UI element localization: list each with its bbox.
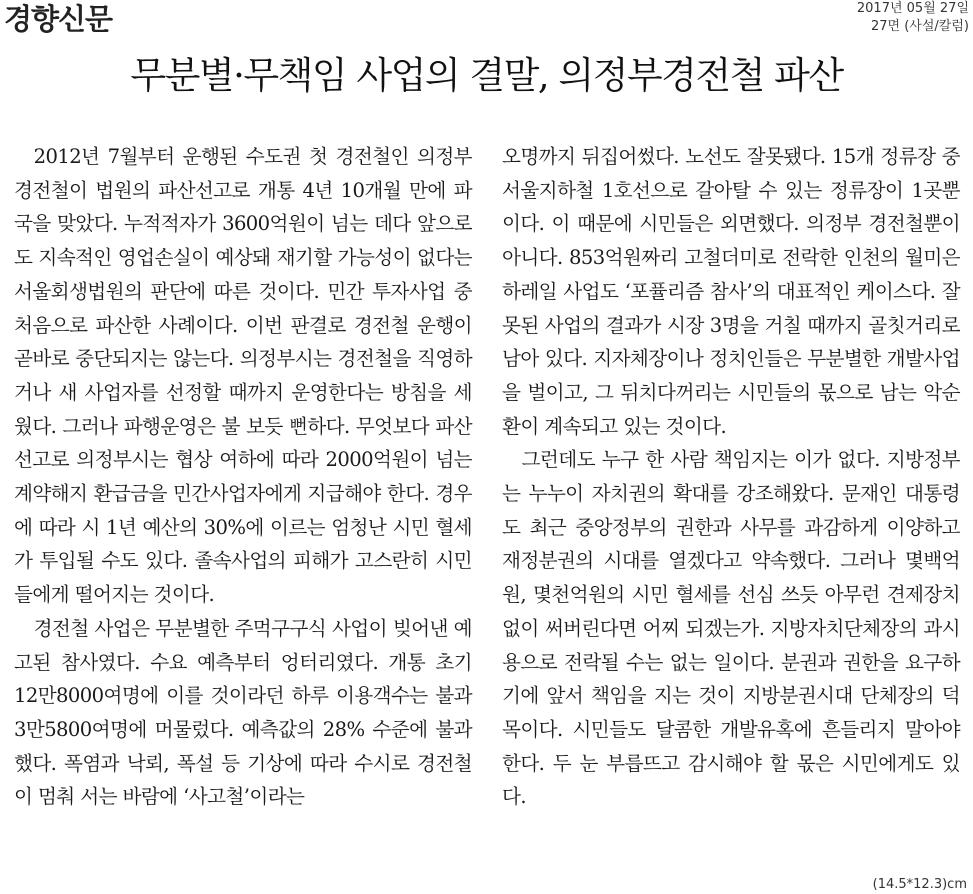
paragraph: 오명까지 뒤집어썼다. 노선도 잘못됐다. 15개 정류장 중 서울지하철 1호선으로 갈아탈 수 있는 정류장이 1곳뿐이다. 이 때문에 시민들은 외면했다. 의정부 경전철뿐이 아니다. 853억원짜리 고철더미로 전락한 인천의 월미은하레일 사업도 ‘포퓰리즘 참사’의 대표적인 케이스다. 잘못된 사업의 결과가 시장 3명을 거칠 때까지 골칫거리로 남아 있다. 지자체장이나 정치인들은 무분별한 개발사업을 벌이고, 그 뒤치다꺼리는 시민들의 몫으로 남는 악순환이 계속되고 있는 것이다. [502, 145, 960, 438]
body-column-left [14, 140, 472, 814]
publication-date: 2017년 05월 27일 [856, 1, 969, 16]
body-column-right [502, 140, 960, 814]
page-section: 27면 (사설/칼럼) [871, 19, 969, 34]
article-body [14, 140, 960, 814]
newspaper-masthead: 경향신문 [4, 2, 113, 36]
clipping-size: (14.5*12.3)cm [872, 877, 967, 892]
article-headline: 무분별·무책임 사업의 결말, 의정부경전철 파산 [130, 54, 843, 97]
paragraph: 경전철 사업은 무분별한 주먹구구식 사업이 빚어낸 예고된 참사였다. 수요 예측부터 엉터리였다. 개통 초기 12만8000여명에 이를 것이라던 하루 이용객수는 불과 3만5800여명에 머물렀다. 예측값의 28% 수준에 불과했다. 폭염과 낙뢰, 폭설 등 기상에 따라 수시로 경전철이 멈춰 서는 바람에 ‘사고철’이라는 [14, 616, 472, 809]
paragraph: 그런데도 누구 한 사람 책임지는 이가 없다. 지방정부는 누누이 자치권의 확대를 강조해왔다. 문재인 대통령도 최근 중앙정부의 권한과 사무를 과감하게 이양하고 재정분권의 시대를 열겠다고 약속했다. 그러나 몇백억원, 몇천억원의 시민 혈세를 선심 쓰듯 아무런 견제장치 없이 써버린다면 어찌 되겠는가. 지방자치단체장의 과시용으로 전락될 수는 없는 일이다. 분권과 권한을 요구하기에 앞서 책임을 지는 것이 지방분권시대 단체장의 덕목이다. 시민들도 달콤한 개발유혹에 흔들리지 말아야 한다. 두 눈 부릅뜨고 감시해야 할 몫은 시민에게도 있다. [502, 448, 960, 809]
paragraph: 2012년 7월부터 운행된 수도권 첫 경전철인 의정부경전철이 법원의 파산선고로 개통 4년 10개월 만에 파국을 맞았다. 누적적자가 3600억원이 넘는 데다 앞으로도 지속적인 영업손실이 예상돼 재기할 가능성이 없다는 서울회생법원의 판단에 따른 것이다. 민간 투자사업 중 처음으로 파산한 사례이다. 이번 판결로 경전철 운행이 곧바로 중단되지는 않는다. 의정부시는 경전철을 직영하거나 새 사업자를 선정할 때까지 운영한다는 방침을 세웠다. 그러나 파행운영은 불 보듯 뻔하다. 무엇보다 파산선고로 의정부시는 협상 여하에 따라 2000억원이 넘는 계약해지 환급금을 민간사업자에게 지급해야 한다. 경우에 따라 시 1년 예산의 30%에 이르는 엄청난 시민 혈세가 투입될 수도 있다. 졸속사업의 피해가 고스란히 시민들에게 떨어지는 것이다. [14, 145, 472, 607]
article-meta [857, 0, 969, 36]
